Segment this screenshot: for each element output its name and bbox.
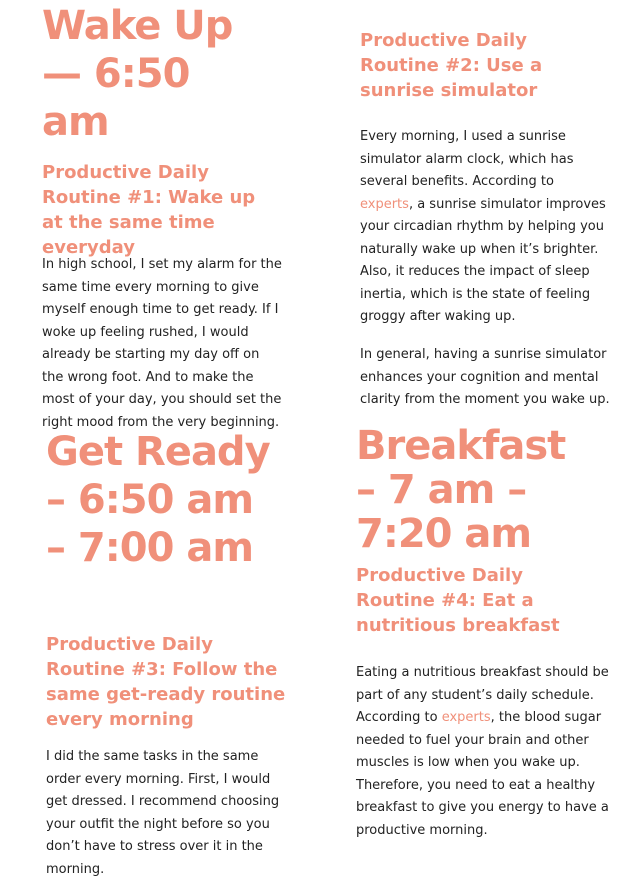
left-subsection-1	[42, 160, 282, 260]
routine-4-text-after-link: , the blood sugar needed to fuel your brain and other muscles is low when you wake up. Therefore, you need to eat a healthy breakfast to give you energy to have a productive morning.	[356, 710, 609, 838]
right-paragraph-1-wrap	[360, 126, 610, 329]
section-heading-get-ready: Get Ready – 6:50 am – 7:00 am	[46, 429, 270, 571]
routine-4-paragraph	[356, 662, 610, 842]
left-subsection-2	[46, 632, 286, 732]
routine-2-subheading: Productive Daily Routine #2: Use a sunrise simulator	[360, 30, 543, 101]
right-subsection-1	[360, 28, 570, 103]
routine-4-subheading: Productive Daily Routine #4: Eat a nutritious breakfast	[356, 565, 560, 636]
right-paragraph-2-wrap	[360, 344, 610, 412]
routine-3-paragraph: I did the same tasks in the same order every morning. First, I would get dressed. I recommend choosing your outfit the night before so you don’t have to stress over it in the morning.	[46, 749, 280, 877]
routine-4-text-before-link: Eating a nutritious breakfast should be part of any student’s daily schedule. According to	[356, 665, 609, 725]
left-column	[42, 0, 282, 146]
experts-link[interactable]: experts	[360, 196, 409, 212]
left-paragraph-2-wrap	[46, 746, 282, 881]
right-subsection-2	[356, 563, 586, 638]
routine-1-subheading: Productive Daily Routine #1: Wake up at the same time everyday	[42, 162, 256, 258]
routine-1-paragraph: In high school, I set my alarm for the same time every morning to give myself enough time to get ready. If I woke up feeling rushed, I would already be starting my day off on the wrong foot. And to make the most of your day, you should set the right mood from the very beginning.	[42, 257, 282, 430]
left-paragraph-1-wrap	[42, 254, 282, 434]
right-section-2	[356, 424, 596, 556]
routine-2-text-before-link: Every morning, I used a sunrise simulator alarm clock, which has several benefits. According to	[360, 129, 574, 189]
routine-2-paragraph-2: In general, having a sunrise simulator enhances your cognition and mental clarity from the moment you wake up.	[360, 347, 610, 407]
section-heading-wake-up: Wake Up — 6:50 am	[42, 3, 233, 145]
routine-3-subheading: Productive Daily Routine #3: Follow the same get-ready routine every morning	[46, 634, 286, 730]
section-heading-breakfast: Breakfast – 7 am – 7:20 am	[356, 423, 566, 557]
routine-2-text-after-link: , a sunrise simulator improves your circadian rhythm by helping you naturally wake up when it’s brighter. Also, it reduces the impact of sleep inertia, which is the state of feeling groggy after waking up.	[360, 196, 606, 324]
right-paragraph-3-wrap	[356, 662, 610, 842]
experts-link-2[interactable]: experts	[441, 710, 491, 725]
left-section-2	[46, 428, 286, 572]
routine-2-paragraph-1	[360, 126, 610, 329]
